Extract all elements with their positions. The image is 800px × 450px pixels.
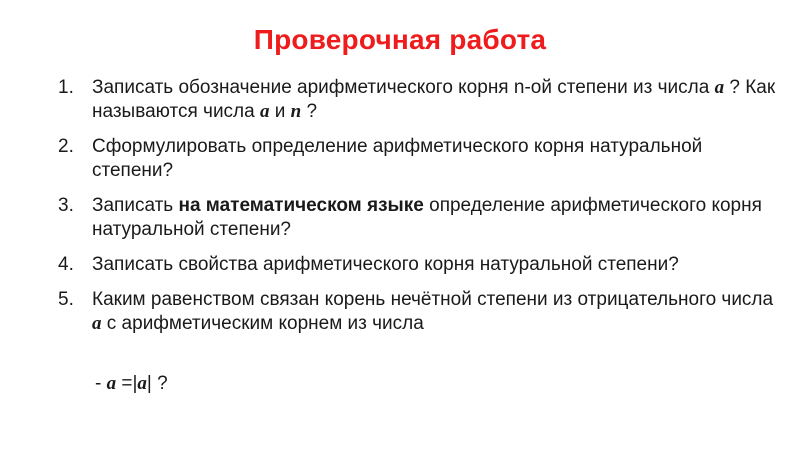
question-text: Записать	[92, 195, 179, 216]
question-text: Записать свойства арифметического корня натуральной степени?	[92, 254, 679, 275]
question-text: и	[269, 101, 291, 122]
question-item-1	[58, 76, 778, 124]
variable-a: a	[714, 77, 725, 98]
question-number: 4.	[58, 254, 74, 275]
question-item-3	[58, 194, 778, 242]
slide-title: Проверочная работа	[253, 24, 547, 55]
variable-a: a	[260, 101, 270, 122]
question-number: 3.	[58, 195, 74, 216]
variable-a: a	[106, 373, 117, 394]
question-item-4	[58, 253, 778, 277]
question-text: с арифметическим корнем из числа	[101, 313, 424, 334]
variable-a: a	[92, 313, 102, 334]
question-text: ?	[301, 101, 318, 122]
question-text: Записать обозначение арифметического корня n-ой степени из числа	[92, 77, 715, 98]
emphasis-text: на математическом языке	[178, 195, 424, 216]
question-number: 5.	[58, 289, 74, 310]
question-text: ? Как называются числа	[92, 77, 776, 122]
variable-n: n	[290, 101, 302, 122]
question-item-2	[58, 135, 778, 183]
question-text: Сформулировать определение арифметического корня натуральной степени?	[92, 136, 703, 181]
question-item-5	[58, 288, 778, 336]
question-number: 1.	[58, 77, 74, 98]
formula-prefix: -	[95, 373, 107, 394]
question-text: Каким равенством связан корень нечётной степени из отрицательного числа	[92, 289, 774, 310]
formula-suffix: | ?	[146, 373, 168, 394]
formula-equals: =|	[116, 373, 138, 394]
question-number: 2.	[58, 136, 74, 157]
variable-a: a	[137, 373, 147, 394]
formula-line	[95, 372, 168, 396]
question-list	[58, 76, 778, 347]
question-text: определение арифметического корня натуральной степени?	[92, 195, 762, 240]
